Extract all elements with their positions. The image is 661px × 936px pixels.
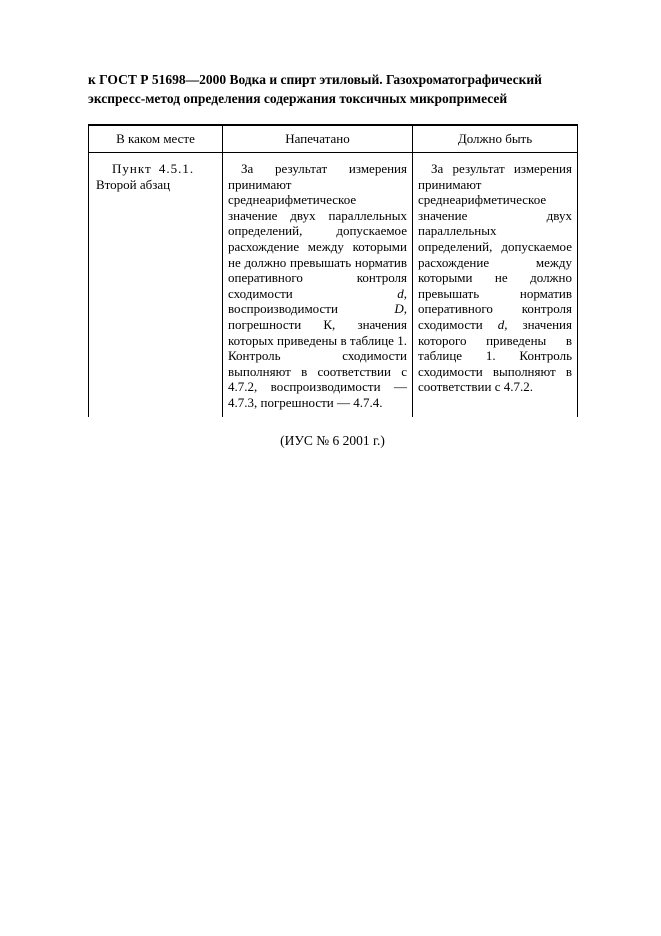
column-header-printed: Напечатано — [223, 125, 413, 153]
column-header-should-be: Должно быть — [413, 125, 578, 153]
document-title-line1: к ГОСТ Р 51698—2000 Водка и спирт этиловый. Газохроматографический — [88, 72, 542, 87]
place-paragraph: Второй абзац — [96, 176, 171, 192]
cell-printed — [223, 153, 413, 417]
place-clause: Пункт 4.5.1. — [112, 161, 195, 176]
document-title — [88, 70, 577, 108]
document-title-line2: экспресс-метод определения содержания токсичных микропримесей — [88, 91, 508, 106]
printed-text: За результат измерения принимают среднеарифметическое значение двух параллельных определений, допускаемое расхождение между которыми не должно превышать норматив оперативного контроля сходимости d, воспроизводимости D, погрешности К, значения которых приведены в таблице 1. Контроль сходимости выполняют в соответствии с 4.7.2, воспроизводимости — 4.7.3, погрешности — 4.7.4. — [228, 161, 407, 410]
table-header-row — [89, 125, 578, 153]
should-be-text: За результат измерения принимают среднеарифметическое значение двух параллельных определений, допускаемое расхождение между которыми не должно превышать норматив оперативного контроля сходимости d, значения которого приведены в таблице 1. Контроль сходимости выполняют в соответствии с 4.7.2. — [418, 161, 572, 395]
issue-reference: (ИУС № 6 2001 г.) — [280, 432, 385, 448]
cell-should-be — [413, 153, 578, 417]
correction-table-header — [89, 125, 578, 153]
correction-table-body — [89, 153, 578, 417]
cell-place — [89, 153, 223, 417]
column-header-place: В каком месте — [89, 125, 223, 153]
table-row — [89, 153, 578, 417]
correction-table — [88, 124, 578, 417]
